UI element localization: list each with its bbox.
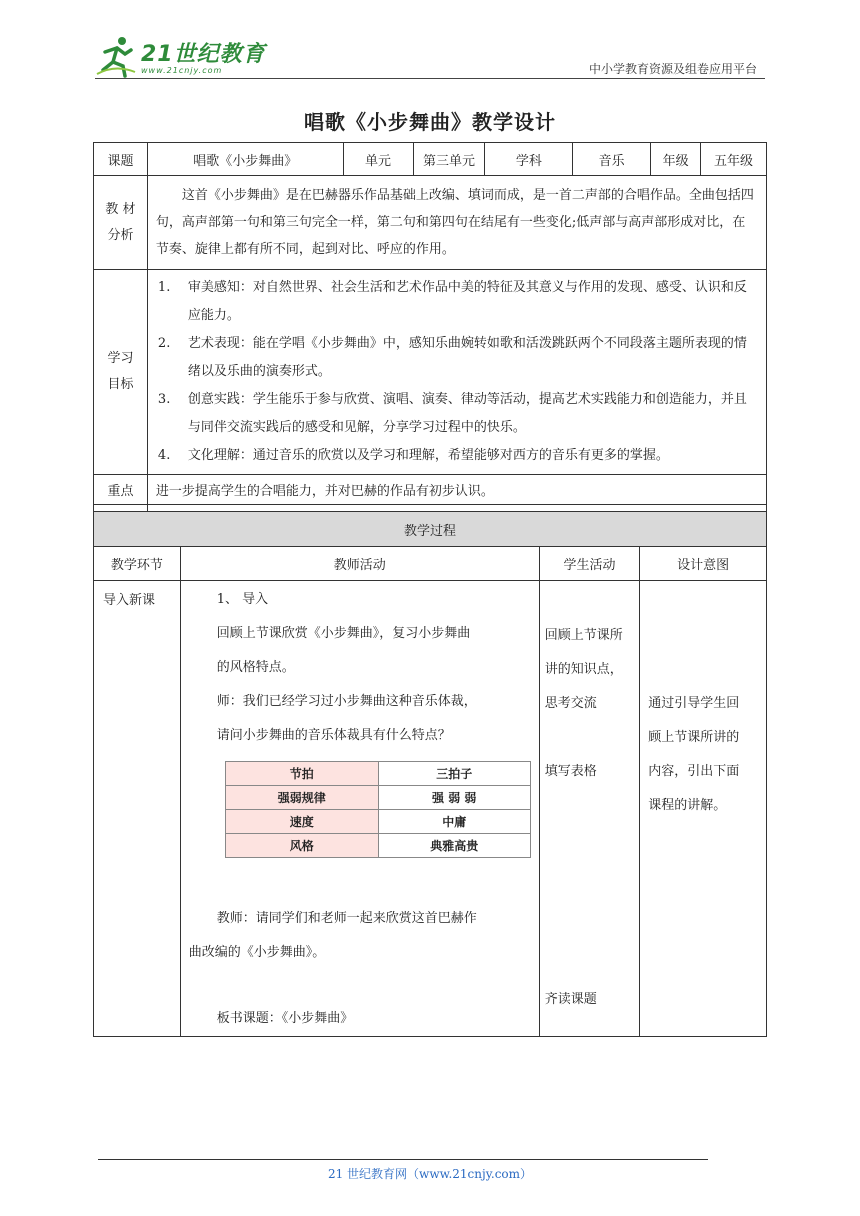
- grade-value: 五年级: [701, 143, 767, 176]
- student-line: 回顾上节课所: [544, 628, 623, 643]
- feature-key: 节拍: [225, 762, 378, 786]
- teacher-line: 师：我们已经学习过小步舞曲这种音乐体裁，: [216, 694, 477, 709]
- feature-key: 强弱规律: [225, 786, 378, 810]
- header-teacher: 教师活动: [180, 547, 539, 581]
- logo-title: 21世纪教育: [141, 42, 266, 67]
- teacher-line: 板书课题：《小步舞曲》: [216, 1011, 354, 1026]
- item-text: 创意实践：学生能乐于参与欣赏、演唱、演奏、律动等活动，提高艺术实践能力和创造能力，并且与同伴交流实践后的感受和见解，分享学习过程中的快乐。: [187, 392, 747, 435]
- music-features-table: [225, 761, 531, 858]
- objectives-label-line2: 目标: [107, 377, 134, 392]
- logo-url: www.21cnjy.com: [141, 66, 223, 75]
- item-text: 文化理解：通过音乐的欣赏以及学习和理解，希望能够对西方的音乐有更多的掌握。: [187, 448, 669, 463]
- student-line: 讲的知识点，: [544, 662, 623, 677]
- unit-label: 单元: [343, 143, 413, 176]
- footer-divider: [98, 1159, 708, 1160]
- unit-value: 第三单元: [413, 143, 485, 176]
- analysis-label: [94, 176, 148, 270]
- student-line: 齐读课题: [544, 992, 597, 1007]
- feature-value: 三拍子: [378, 762, 530, 786]
- teacher-line: 曲改编的《小步舞曲》。: [188, 945, 326, 960]
- intent-line: 内容，引出下面: [648, 764, 740, 779]
- teacher-line: 请问小步舞曲的音乐体裁具有什么特点？: [216, 728, 451, 743]
- item-text: 艺术表现：能在学唱《小步舞曲》中，感知乐曲婉转如歌和活泼跳跃两个不同段落主题所表现的情绪以及乐曲的演奏形式。: [187, 336, 747, 379]
- header-stage: 教学环节: [94, 547, 181, 581]
- stage-cell: 导入新课: [94, 581, 181, 1037]
- analysis-label-line2: 分析: [107, 227, 134, 243]
- header-tagline: 中小学教育资源及组卷应用平台: [588, 62, 757, 76]
- teacher-step: 1、 导入: [216, 592, 269, 607]
- teacher-line: 的风格特点。: [216, 660, 295, 675]
- teacher-activity: [180, 581, 539, 1037]
- subject-value: 音乐: [573, 143, 651, 176]
- objectives-label-line1: 学习: [107, 351, 134, 366]
- list-item: [158, 330, 758, 386]
- item-number: 2.: [157, 336, 171, 351]
- teaching-process-table: [93, 511, 767, 1037]
- process-title: 教学过程: [94, 512, 767, 547]
- intent-line: 课程的讲解。: [648, 798, 727, 813]
- item-number: 3.: [157, 392, 171, 407]
- key-point-label: 重点: [94, 475, 148, 505]
- lesson-info-table: [93, 142, 767, 535]
- runner-icon: [95, 34, 137, 78]
- item-number: 1.: [157, 280, 171, 295]
- list-item: [158, 386, 758, 442]
- feature-key: 速度: [225, 810, 378, 834]
- course-label: 课题: [94, 143, 148, 176]
- student-line: 填写表格: [544, 764, 597, 779]
- feature-value: 强 弱 弱: [378, 786, 530, 810]
- list-item: [158, 442, 758, 470]
- page-title: 唱歌《小步舞曲》教学设计: [304, 110, 556, 134]
- feature-value: 中庸: [378, 810, 530, 834]
- intent-line: 通过引导学生回: [648, 696, 740, 711]
- analysis-label-line1: 教 材: [105, 201, 136, 217]
- student-line: 思考交流: [544, 696, 597, 711]
- course-value: 唱歌《小步舞曲》: [147, 143, 343, 176]
- footer-link[interactable]: 21 世纪教育网（www.21cnjy.com）: [327, 1167, 533, 1181]
- page-header: [95, 30, 765, 80]
- objectives-list: [147, 270, 766, 475]
- header-intent: 设计意图: [640, 547, 767, 581]
- grade-label: 年级: [651, 143, 701, 176]
- feature-key: 风格: [225, 834, 378, 858]
- header-divider: [95, 78, 765, 79]
- item-text: 审美感知：对自然世界、社会生活和艺术作品中美的特征及其意义与作用的发现、感受、认识和反应能力。: [187, 280, 747, 323]
- intent-line: 顾上节课所讲的: [648, 730, 740, 745]
- design-intent: [640, 581, 767, 1037]
- objectives-label: [94, 270, 148, 475]
- student-activity: [539, 581, 640, 1037]
- item-number: 4.: [157, 448, 171, 463]
- key-point-text: 进一步提高学生的合唱能力，并对巴赫的作品有初步认识。: [147, 475, 766, 505]
- feature-value: 典雅高贵: [378, 834, 530, 858]
- list-item: [158, 274, 758, 330]
- header-student: 学生活动: [539, 547, 640, 581]
- analysis-text: 这首《小步舞曲》是在巴赫器乐作品基础上改编、填词而成，是一首二声部的合唱作品。全曲包括四句，高声部第一句和第三句完全一样，第二句和第四句在结尾有一些变化;低声部与高声部形成对比，在节奏、旋律上都有所不同，起到对比、呼应的作用。: [147, 176, 766, 270]
- subject-label: 学科: [485, 143, 573, 176]
- site-logo[interactable]: [95, 34, 266, 78]
- teacher-line: 回顾上节课欣赏《小步舞曲》，复习小步舞曲: [216, 626, 471, 641]
- teacher-line: 教师：请同学们和老师一起来欣赏这首巴赫作: [216, 911, 477, 926]
